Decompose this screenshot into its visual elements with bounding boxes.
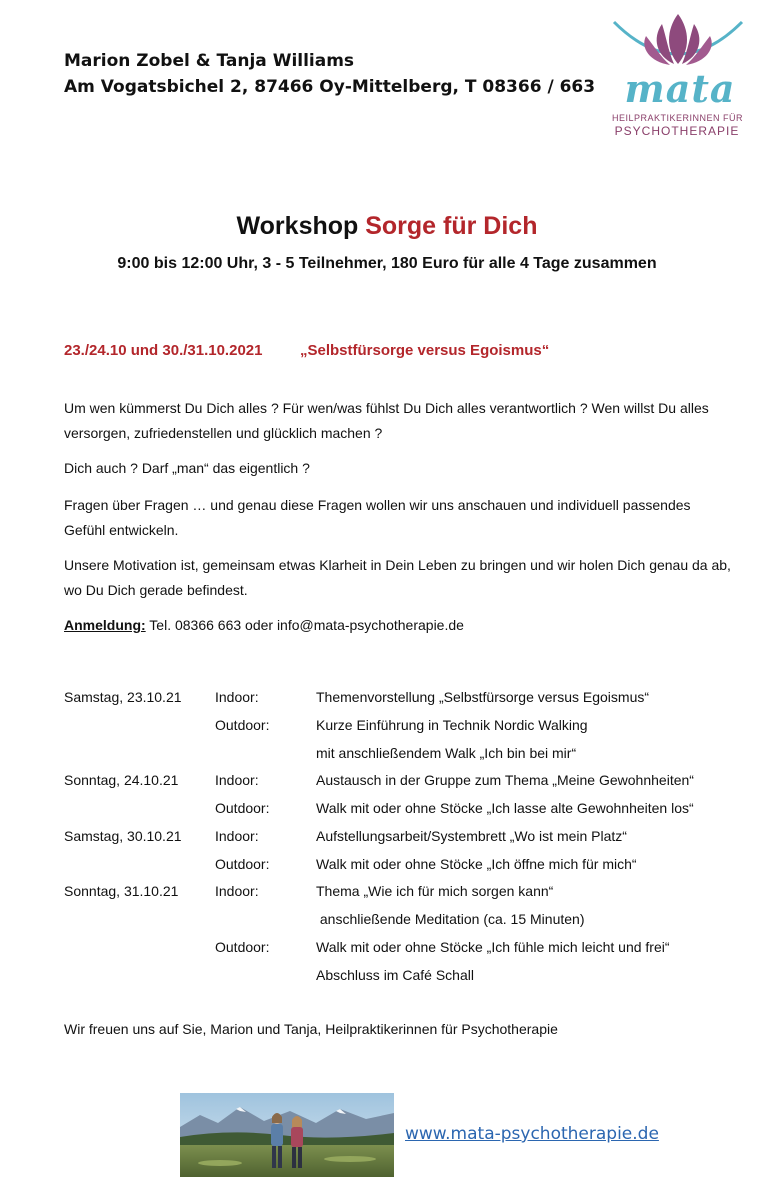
registration-label: Anmeldung: (64, 617, 146, 633)
schedule-desc: Abschluss im Café Schall (316, 967, 474, 983)
schedule-desc: Aufstellungsarbeit/Systembrett „Wo ist mein Platz“ (316, 828, 627, 844)
schedule-day: Samstag, 30.10.21 (64, 828, 182, 844)
registration-line (64, 613, 734, 638)
intro-paragraph-3: Fragen über Fragen … und genau diese Fragen wollen wir uns anschauen und individuell passendes Gefühl entwickeln. (64, 497, 691, 538)
schedule-desc: Kurze Einführung in Technik Nordic Walking (316, 717, 588, 733)
schedule-type: Outdoor: (215, 939, 270, 955)
intro-paragraph-2: Dich auch ? Darf „man“ das eigentlich ? (64, 460, 310, 476)
schedule-type: Indoor: (215, 689, 259, 705)
schedule-day: Samstag, 23.10.21 (64, 689, 182, 705)
schedule-desc: Austausch in der Gruppe zum Thema „Meine Gewohnheiten“ (316, 772, 694, 788)
title-accent: Sorge für Dich (365, 212, 538, 240)
schedule-desc: anschließende Meditation (ca. 15 Minuten) (316, 911, 585, 927)
schedule-desc: Walk mit oder ohne Stöcke „Ich öffne mich für mich“ (316, 856, 637, 872)
header-address: Am Vogatsbichel 2, 87466 Oy-Mittelberg, T 08366 / 663 (64, 77, 596, 97)
schedule-desc: Walk mit oder ohne Stöcke „Ich fühle mich leicht und frei“ (316, 939, 670, 955)
schedule-desc: Walk mit oder ohne Stöcke „Ich lasse alte Gewohnheiten los“ (316, 800, 694, 816)
schedule-desc: mit anschließendem Walk „Ich bin bei mir“ (316, 745, 577, 761)
schedule-type: Outdoor: (215, 800, 270, 816)
registration-contact[interactable]: Tel. 08366 663 oder info@mata-psychotherapie.de (149, 617, 464, 633)
schedule-day: Sonntag, 24.10.21 (64, 772, 179, 788)
intro-paragraph-1: Um wen kümmerst Du Dich alles ? Für wen/was fühlst Du Dich alles verantwortlich ? Wen willst Du alles versorgen, zufriedenstellen und glücklich machen ? (64, 400, 709, 441)
schedule-day: Sonntag, 31.10.21 (64, 883, 179, 899)
closing-text: Wir freuen uns auf Sie, Marion und Tanja, Heilpraktikerinnen für Psychotherapie (64, 1021, 558, 1037)
schedule-type: Indoor: (215, 883, 259, 899)
schedule-type: Outdoor: (215, 856, 270, 872)
intro-paragraph-4: Unsere Motivation ist, gemeinsam etwas Klarheit in Dein Leben zu bringen und wir holen Dich genau da ab, wo Du Dich gerade befindest. (64, 557, 731, 598)
logo-subtitle-1: HEILPRAKTIKERINNEN FÜR (612, 113, 744, 123)
logo-wordmark: mata (624, 66, 736, 111)
page-title (0, 212, 774, 241)
workshop-dates: 23./24.10 und 30./31.10.2021 (64, 342, 263, 359)
workshop-theme: „Selbstfürsorge versus Egoismus“ (300, 342, 550, 359)
schedule-desc: Thema „Wie ich für mich sorgen kann“ (316, 883, 554, 899)
schedule-type: Outdoor: (215, 717, 270, 733)
schedule-type: Indoor: (215, 828, 259, 844)
schedule-desc: Themenvorstellung „Selbstfürsorge versus Egoismus“ (316, 689, 650, 705)
website-link[interactable]: www.mata-psychotherapie.de (405, 1124, 659, 1144)
schedule-type: Indoor: (215, 772, 259, 788)
title-prefix: Workshop (236, 212, 359, 240)
logo-subtitle-2: PSYCHOTHERAPIE (614, 124, 740, 138)
header-names: Marion Zobel & Tanja Williams (64, 51, 355, 71)
two-women-photo (180, 1093, 394, 1177)
workshop-details: 9:00 bis 12:00 Uhr, 3 - 5 Teilnehmer, 180 Euro für alle 4 Tage zusammen (117, 255, 657, 272)
